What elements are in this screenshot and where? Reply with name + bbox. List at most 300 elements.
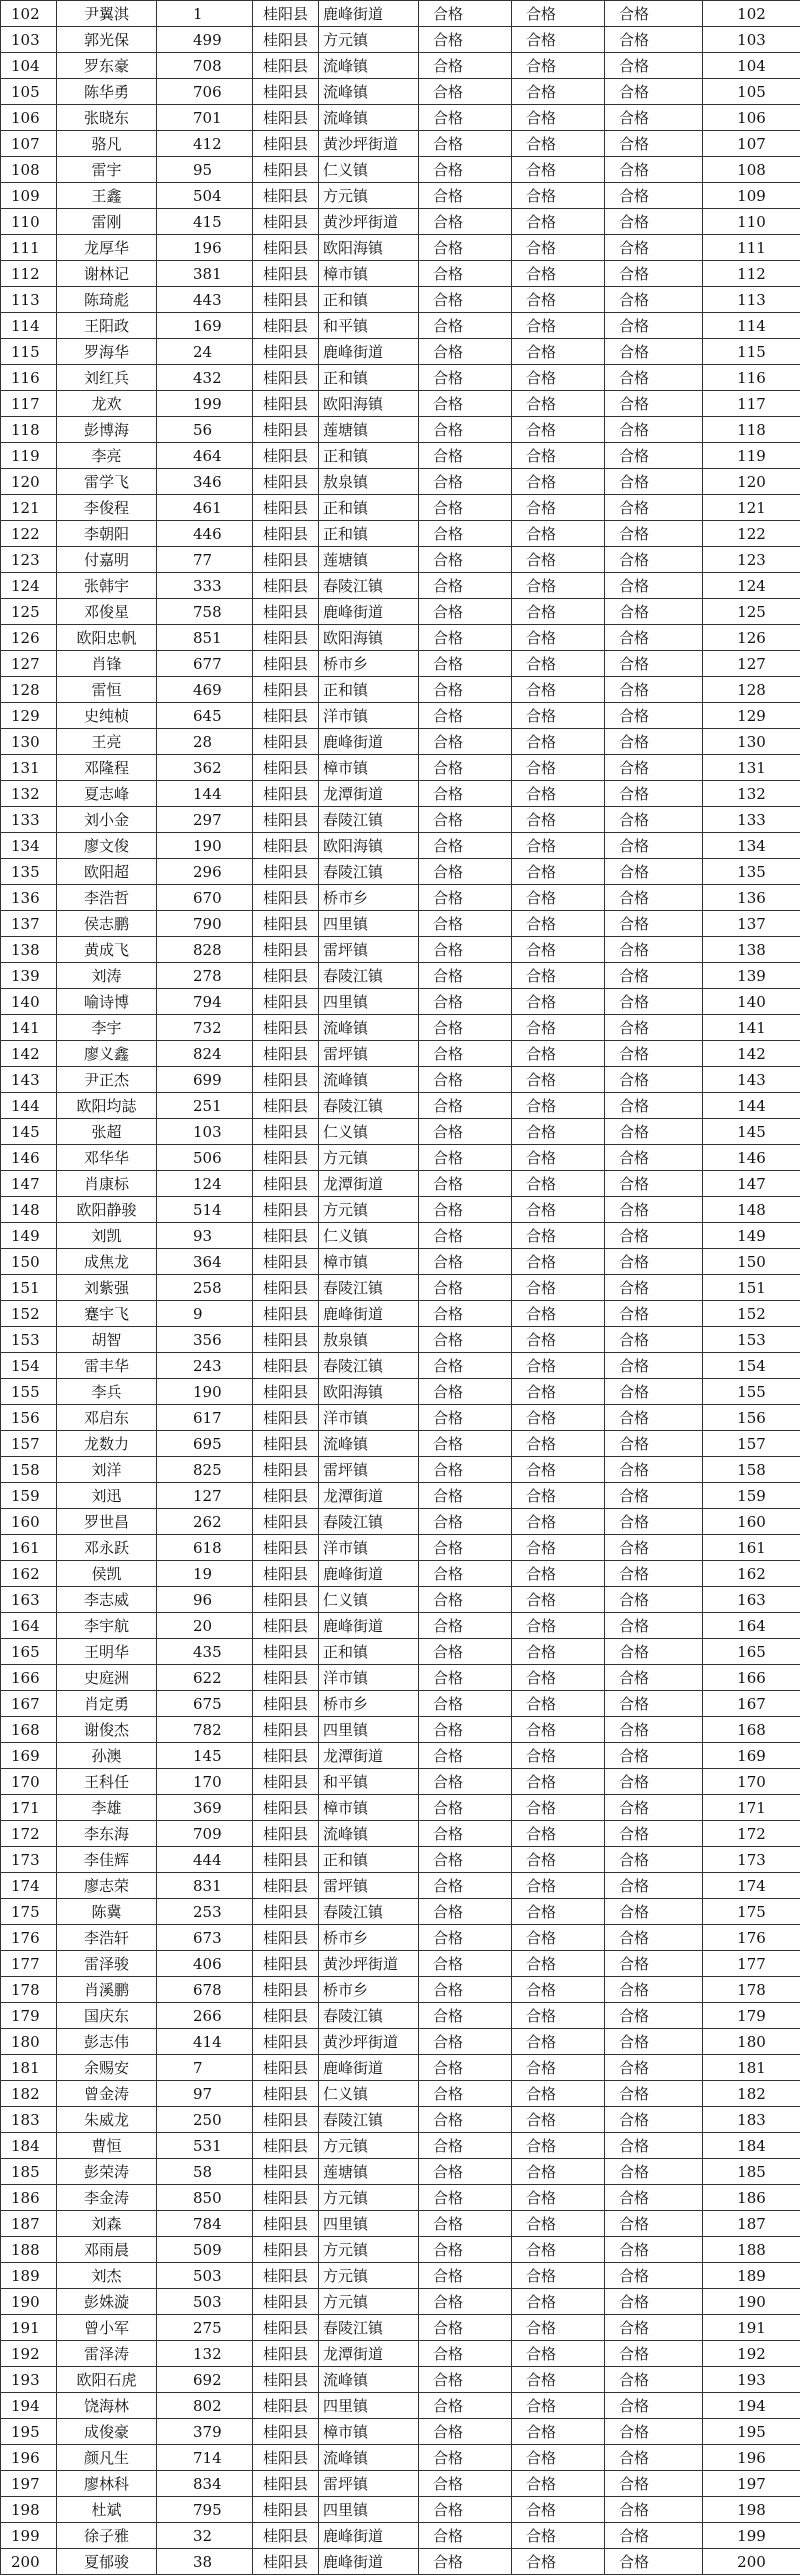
ticket-number-cell: 678 xyxy=(157,1977,253,2003)
result-1-cell: 合格 xyxy=(419,391,512,417)
name-cell: 国庆东 xyxy=(57,2003,157,2029)
town-cell: 春陵江镇 xyxy=(319,1275,419,1301)
serial-number-cell: 163 xyxy=(1,1587,57,1613)
name-cell: 骆凡 xyxy=(57,131,157,157)
county-cell: 桂阳县 xyxy=(253,183,319,209)
serial-number-cell: 120 xyxy=(1,469,57,495)
serial-number-repeat-cell: 135 xyxy=(703,859,800,885)
serial-number-cell: 115 xyxy=(1,339,57,365)
serial-number-cell: 103 xyxy=(1,27,57,53)
serial-number-repeat-cell: 139 xyxy=(703,963,800,989)
result-3-cell: 合格 xyxy=(605,1405,703,1431)
county-cell: 桂阳县 xyxy=(253,391,319,417)
result-3-cell: 合格 xyxy=(605,885,703,911)
county-cell: 桂阳县 xyxy=(253,1977,319,2003)
result-1-cell: 合格 xyxy=(419,1873,512,1899)
serial-number-cell: 138 xyxy=(1,937,57,963)
ticket-number-cell: 531 xyxy=(157,2133,253,2159)
serial-number-cell: 113 xyxy=(1,287,57,313)
town-cell: 龙潭街道 xyxy=(319,2341,419,2367)
result-2-cell: 合格 xyxy=(512,1925,605,1951)
county-cell: 桂阳县 xyxy=(253,1691,319,1717)
table-row xyxy=(1,2367,800,2393)
town-cell: 流峰镇 xyxy=(319,105,419,131)
ticket-number-cell: 196 xyxy=(157,235,253,261)
serial-number-repeat-cell: 170 xyxy=(703,1769,800,1795)
table-row xyxy=(1,183,800,209)
serial-number-cell: 125 xyxy=(1,599,57,625)
result-2-cell: 合格 xyxy=(512,703,605,729)
town-cell: 樟市镇 xyxy=(319,261,419,287)
county-cell: 桂阳县 xyxy=(253,287,319,313)
result-2-cell: 合格 xyxy=(512,1197,605,1223)
result-2-cell: 合格 xyxy=(512,2159,605,2185)
town-cell: 流峰镇 xyxy=(319,79,419,105)
table-row xyxy=(1,937,800,963)
serial-number-cell: 109 xyxy=(1,183,57,209)
ticket-number-cell: 56 xyxy=(157,417,253,443)
ticket-number-cell: 824 xyxy=(157,1041,253,1067)
result-3-cell: 合格 xyxy=(605,2393,703,2419)
ticket-number-cell: 795 xyxy=(157,2497,253,2523)
serial-number-repeat-cell: 182 xyxy=(703,2081,800,2107)
table-row xyxy=(1,261,800,287)
ticket-number-cell: 77 xyxy=(157,547,253,573)
result-1-cell: 合格 xyxy=(419,209,512,235)
serial-number-cell: 156 xyxy=(1,1405,57,1431)
serial-number-cell: 161 xyxy=(1,1535,57,1561)
serial-number-cell: 190 xyxy=(1,2289,57,2315)
ticket-number-cell: 96 xyxy=(157,1587,253,1613)
town-cell: 黄沙坪街道 xyxy=(319,2029,419,2055)
serial-number-cell: 149 xyxy=(1,1223,57,1249)
result-2-cell: 合格 xyxy=(512,2055,605,2081)
serial-number-repeat-cell: 198 xyxy=(703,2497,800,2523)
serial-number-cell: 153 xyxy=(1,1327,57,1353)
table-row xyxy=(1,79,800,105)
result-3-cell: 合格 xyxy=(605,1509,703,1535)
serial-number-repeat-cell: 192 xyxy=(703,2341,800,2367)
town-cell: 黄沙坪街道 xyxy=(319,1951,419,1977)
serial-number-repeat-cell: 165 xyxy=(703,1639,800,1665)
table-body xyxy=(1,1,800,2575)
result-2-cell: 合格 xyxy=(512,313,605,339)
name-cell: 谢俊杰 xyxy=(57,1717,157,1743)
serial-number-repeat-cell: 173 xyxy=(703,1847,800,1873)
serial-number-repeat-cell: 138 xyxy=(703,937,800,963)
name-cell: 颜凡生 xyxy=(57,2445,157,2471)
county-cell: 桂阳县 xyxy=(253,1015,319,1041)
result-2-cell: 合格 xyxy=(512,1249,605,1275)
town-cell: 流峰镇 xyxy=(319,1015,419,1041)
result-1-cell: 合格 xyxy=(419,2081,512,2107)
town-cell: 莲塘镇 xyxy=(319,2159,419,2185)
name-cell: 胡智 xyxy=(57,1327,157,1353)
ticket-number-cell: 145 xyxy=(157,1743,253,1769)
name-cell: 肖定勇 xyxy=(57,1691,157,1717)
ticket-number-cell: 262 xyxy=(157,1509,253,1535)
result-3-cell: 合格 xyxy=(605,1353,703,1379)
county-cell: 桂阳县 xyxy=(253,703,319,729)
ticket-number-cell: 250 xyxy=(157,2107,253,2133)
result-2-cell: 合格 xyxy=(512,963,605,989)
table-row xyxy=(1,1067,800,1093)
result-1-cell: 合格 xyxy=(419,599,512,625)
county-cell: 桂阳县 xyxy=(253,53,319,79)
result-3-cell: 合格 xyxy=(605,729,703,755)
ticket-number-cell: 443 xyxy=(157,287,253,313)
name-cell: 刘凯 xyxy=(57,1223,157,1249)
serial-number-cell: 114 xyxy=(1,313,57,339)
result-3-cell: 合格 xyxy=(605,1717,703,1743)
town-cell: 方元镇 xyxy=(319,2133,419,2159)
county-cell: 桂阳县 xyxy=(253,2081,319,2107)
result-1-cell: 合格 xyxy=(419,1743,512,1769)
town-cell: 黄沙坪街道 xyxy=(319,131,419,157)
result-2-cell: 合格 xyxy=(512,2081,605,2107)
ticket-number-cell: 699 xyxy=(157,1067,253,1093)
result-1-cell: 合格 xyxy=(419,1249,512,1275)
county-cell: 桂阳县 xyxy=(253,1873,319,1899)
serial-number-repeat-cell: 110 xyxy=(703,209,800,235)
serial-number-repeat-cell: 184 xyxy=(703,2133,800,2159)
name-cell: 龙厚华 xyxy=(57,235,157,261)
serial-number-repeat-cell: 194 xyxy=(703,2393,800,2419)
table-row xyxy=(1,1613,800,1639)
ticket-number-cell: 708 xyxy=(157,53,253,79)
county-cell: 桂阳县 xyxy=(253,1457,319,1483)
result-1-cell: 合格 xyxy=(419,703,512,729)
result-2-cell: 合格 xyxy=(512,209,605,235)
serial-number-cell: 145 xyxy=(1,1119,57,1145)
serial-number-repeat-cell: 176 xyxy=(703,1925,800,1951)
ticket-number-cell: 435 xyxy=(157,1639,253,1665)
name-cell: 王亮 xyxy=(57,729,157,755)
name-cell: 徐子雅 xyxy=(57,2523,157,2549)
result-2-cell: 合格 xyxy=(512,1119,605,1145)
result-2-cell: 合格 xyxy=(512,2237,605,2263)
serial-number-repeat-cell: 151 xyxy=(703,1275,800,1301)
result-2-cell: 合格 xyxy=(512,2445,605,2471)
serial-number-cell: 151 xyxy=(1,1275,57,1301)
serial-number-repeat-cell: 123 xyxy=(703,547,800,573)
county-cell: 桂阳县 xyxy=(253,963,319,989)
serial-number-repeat-cell: 200 xyxy=(703,2549,800,2575)
county-cell: 桂阳县 xyxy=(253,1821,319,1847)
serial-number-repeat-cell: 149 xyxy=(703,1223,800,1249)
town-cell: 春陵江镇 xyxy=(319,1899,419,1925)
result-2-cell: 合格 xyxy=(512,2315,605,2341)
town-cell: 春陵江镇 xyxy=(319,2003,419,2029)
county-cell: 桂阳县 xyxy=(253,1197,319,1223)
name-cell: 喻诗博 xyxy=(57,989,157,1015)
ticket-number-cell: 97 xyxy=(157,2081,253,2107)
result-3-cell: 合格 xyxy=(605,1795,703,1821)
table-row xyxy=(1,963,800,989)
result-1-cell: 合格 xyxy=(419,235,512,261)
result-1-cell: 合格 xyxy=(419,2185,512,2211)
town-cell: 和平镇 xyxy=(319,1769,419,1795)
serial-number-cell: 142 xyxy=(1,1041,57,1067)
town-cell: 正和镇 xyxy=(319,1639,419,1665)
result-3-cell: 合格 xyxy=(605,1457,703,1483)
result-2-cell: 合格 xyxy=(512,1743,605,1769)
serial-number-repeat-cell: 147 xyxy=(703,1171,800,1197)
result-3-cell: 合格 xyxy=(605,521,703,547)
town-cell: 洋市镇 xyxy=(319,1665,419,1691)
result-1-cell: 合格 xyxy=(419,911,512,937)
result-3-cell: 合格 xyxy=(605,2419,703,2445)
result-2-cell: 合格 xyxy=(512,339,605,365)
ticket-number-cell: 1 xyxy=(157,1,253,27)
serial-number-repeat-cell: 108 xyxy=(703,157,800,183)
table-row xyxy=(1,2185,800,2211)
ticket-number-cell: 9 xyxy=(157,1301,253,1327)
ticket-number-cell: 432 xyxy=(157,365,253,391)
name-cell: 廖林科 xyxy=(57,2471,157,2497)
town-cell: 鹿峰街道 xyxy=(319,1301,419,1327)
ticket-number-cell: 645 xyxy=(157,703,253,729)
result-3-cell: 合格 xyxy=(605,2237,703,2263)
town-cell: 桥市乡 xyxy=(319,885,419,911)
serial-number-repeat-cell: 113 xyxy=(703,287,800,313)
town-cell: 樟市镇 xyxy=(319,755,419,781)
result-1-cell: 合格 xyxy=(419,1821,512,1847)
result-1-cell: 合格 xyxy=(419,2029,512,2055)
serial-number-cell: 128 xyxy=(1,677,57,703)
county-cell: 桂阳县 xyxy=(253,2237,319,2263)
county-cell: 桂阳县 xyxy=(253,469,319,495)
name-cell: 孙澳 xyxy=(57,1743,157,1769)
serial-number-cell: 188 xyxy=(1,2237,57,2263)
result-1-cell: 合格 xyxy=(419,495,512,521)
result-2-cell: 合格 xyxy=(512,2523,605,2549)
result-1-cell: 合格 xyxy=(419,1951,512,1977)
town-cell: 仁义镇 xyxy=(319,1587,419,1613)
town-cell: 樟市镇 xyxy=(319,1795,419,1821)
result-2-cell: 合格 xyxy=(512,2549,605,2575)
table-row xyxy=(1,1405,800,1431)
town-cell: 正和镇 xyxy=(319,365,419,391)
serial-number-cell: 162 xyxy=(1,1561,57,1587)
result-3-cell: 合格 xyxy=(605,2341,703,2367)
county-cell: 桂阳县 xyxy=(253,313,319,339)
result-3-cell: 合格 xyxy=(605,313,703,339)
result-3-cell: 合格 xyxy=(605,2211,703,2237)
serial-number-repeat-cell: 161 xyxy=(703,1535,800,1561)
table-row xyxy=(1,755,800,781)
table-row xyxy=(1,859,800,885)
county-cell: 桂阳县 xyxy=(253,573,319,599)
result-1-cell: 合格 xyxy=(419,2341,512,2367)
result-3-cell: 合格 xyxy=(605,209,703,235)
result-3-cell: 合格 xyxy=(605,1899,703,1925)
serial-number-repeat-cell: 115 xyxy=(703,339,800,365)
serial-number-repeat-cell: 133 xyxy=(703,807,800,833)
name-cell: 罗东豪 xyxy=(57,53,157,79)
table-row xyxy=(1,1,800,27)
result-2-cell: 合格 xyxy=(512,1275,605,1301)
table-row xyxy=(1,2159,800,2185)
county-cell: 桂阳县 xyxy=(253,1925,319,1951)
serial-number-cell: 112 xyxy=(1,261,57,287)
county-cell: 桂阳县 xyxy=(253,1743,319,1769)
name-cell: 雷泽骏 xyxy=(57,1951,157,1977)
county-cell: 桂阳县 xyxy=(253,131,319,157)
serial-number-cell: 130 xyxy=(1,729,57,755)
county-cell: 桂阳县 xyxy=(253,937,319,963)
table-row xyxy=(1,1015,800,1041)
name-cell: 侯凯 xyxy=(57,1561,157,1587)
result-2-cell: 合格 xyxy=(512,547,605,573)
serial-number-cell: 102 xyxy=(1,1,57,27)
county-cell: 桂阳县 xyxy=(253,1561,319,1587)
result-3-cell: 合格 xyxy=(605,2081,703,2107)
serial-number-cell: 169 xyxy=(1,1743,57,1769)
serial-number-repeat-cell: 120 xyxy=(703,469,800,495)
result-2-cell: 合格 xyxy=(512,2107,605,2133)
county-cell: 桂阳县 xyxy=(253,1275,319,1301)
name-cell: 刘迅 xyxy=(57,1483,157,1509)
county-cell: 桂阳县 xyxy=(253,911,319,937)
serial-number-cell: 143 xyxy=(1,1067,57,1093)
result-1-cell: 合格 xyxy=(419,183,512,209)
name-cell: 欧阳均誌 xyxy=(57,1093,157,1119)
name-cell: 陈华勇 xyxy=(57,79,157,105)
serial-number-repeat-cell: 118 xyxy=(703,417,800,443)
result-3-cell: 合格 xyxy=(605,183,703,209)
result-3-cell: 合格 xyxy=(605,1535,703,1561)
serial-number-cell: 144 xyxy=(1,1093,57,1119)
town-cell: 桥市乡 xyxy=(319,1977,419,2003)
table-row xyxy=(1,1093,800,1119)
result-3-cell: 合格 xyxy=(605,1743,703,1769)
name-cell: 刘森 xyxy=(57,2211,157,2237)
serial-number-cell: 150 xyxy=(1,1249,57,1275)
county-cell: 桂阳县 xyxy=(253,1847,319,1873)
county-cell: 桂阳县 xyxy=(253,157,319,183)
county-cell: 桂阳县 xyxy=(253,2497,319,2523)
result-1-cell: 合格 xyxy=(419,2419,512,2445)
name-cell: 陈琦彪 xyxy=(57,287,157,313)
ticket-number-cell: 732 xyxy=(157,1015,253,1041)
ticket-number-cell: 278 xyxy=(157,963,253,989)
name-cell: 蹇宇飞 xyxy=(57,1301,157,1327)
serial-number-cell: 131 xyxy=(1,755,57,781)
serial-number-repeat-cell: 177 xyxy=(703,1951,800,1977)
result-2-cell: 合格 xyxy=(512,27,605,53)
name-cell: 龙欢 xyxy=(57,391,157,417)
ticket-number-cell: 503 xyxy=(157,2289,253,2315)
ticket-number-cell: 802 xyxy=(157,2393,253,2419)
serial-number-repeat-cell: 152 xyxy=(703,1301,800,1327)
ticket-number-cell: 275 xyxy=(157,2315,253,2341)
county-cell: 桂阳县 xyxy=(253,1665,319,1691)
county-cell: 桂阳县 xyxy=(253,1795,319,1821)
serial-number-cell: 164 xyxy=(1,1613,57,1639)
result-1-cell: 合格 xyxy=(419,1509,512,1535)
name-cell: 夏志峰 xyxy=(57,781,157,807)
result-3-cell: 合格 xyxy=(605,989,703,1015)
name-cell: 邓隆程 xyxy=(57,755,157,781)
table-row xyxy=(1,547,800,573)
result-2-cell: 合格 xyxy=(512,1613,605,1639)
serial-number-cell: 176 xyxy=(1,1925,57,1951)
result-2-cell: 合格 xyxy=(512,2029,605,2055)
town-cell: 仁义镇 xyxy=(319,157,419,183)
serial-number-cell: 136 xyxy=(1,885,57,911)
result-1-cell: 合格 xyxy=(419,1587,512,1613)
name-cell: 廖义鑫 xyxy=(57,1041,157,1067)
result-3-cell: 合格 xyxy=(605,53,703,79)
name-cell: 余赐安 xyxy=(57,2055,157,2081)
result-1-cell: 合格 xyxy=(419,1847,512,1873)
serial-number-cell: 139 xyxy=(1,963,57,989)
result-1-cell: 合格 xyxy=(419,1977,512,2003)
result-3-cell: 合格 xyxy=(605,79,703,105)
town-cell: 欧阳海镇 xyxy=(319,235,419,261)
ticket-number-cell: 784 xyxy=(157,2211,253,2237)
county-cell: 桂阳县 xyxy=(253,2549,319,2575)
serial-number-repeat-cell: 126 xyxy=(703,625,800,651)
table-row xyxy=(1,1691,800,1717)
result-1-cell: 合格 xyxy=(419,1145,512,1171)
table-row xyxy=(1,807,800,833)
county-cell: 桂阳县 xyxy=(253,1717,319,1743)
serial-number-repeat-cell: 134 xyxy=(703,833,800,859)
county-cell: 桂阳县 xyxy=(253,235,319,261)
table-row xyxy=(1,2471,800,2497)
result-2-cell: 合格 xyxy=(512,1769,605,1795)
ticket-number-cell: 851 xyxy=(157,625,253,651)
result-1-cell: 合格 xyxy=(419,1925,512,1951)
result-2-cell: 合格 xyxy=(512,443,605,469)
town-cell: 桥市乡 xyxy=(319,651,419,677)
serial-number-repeat-cell: 137 xyxy=(703,911,800,937)
result-2-cell: 合格 xyxy=(512,885,605,911)
town-cell: 鹿峰街道 xyxy=(319,729,419,755)
ticket-number-cell: 701 xyxy=(157,105,253,131)
serial-number-repeat-cell: 191 xyxy=(703,2315,800,2341)
result-2-cell: 合格 xyxy=(512,2393,605,2419)
name-cell: 邓永跃 xyxy=(57,1535,157,1561)
serial-number-repeat-cell: 116 xyxy=(703,365,800,391)
serial-number-cell: 170 xyxy=(1,1769,57,1795)
serial-number-cell: 124 xyxy=(1,573,57,599)
name-cell: 罗海华 xyxy=(57,339,157,365)
town-cell: 雷坪镇 xyxy=(319,937,419,963)
result-3-cell: 合格 xyxy=(605,1613,703,1639)
result-3-cell: 合格 xyxy=(605,2549,703,2575)
serial-number-repeat-cell: 172 xyxy=(703,1821,800,1847)
ticket-number-cell: 706 xyxy=(157,79,253,105)
name-cell: 王阳政 xyxy=(57,313,157,339)
result-1-cell: 合格 xyxy=(419,2055,512,2081)
town-cell: 洋市镇 xyxy=(319,1535,419,1561)
town-cell: 方元镇 xyxy=(319,2263,419,2289)
serial-number-repeat-cell: 174 xyxy=(703,1873,800,1899)
serial-number-repeat-cell: 146 xyxy=(703,1145,800,1171)
table-row xyxy=(1,2133,800,2159)
result-1-cell: 合格 xyxy=(419,53,512,79)
town-cell: 春陵江镇 xyxy=(319,573,419,599)
result-1-cell: 合格 xyxy=(419,573,512,599)
ticket-number-cell: 831 xyxy=(157,1873,253,1899)
serial-number-cell: 179 xyxy=(1,2003,57,2029)
ticket-number-cell: 677 xyxy=(157,651,253,677)
table-row xyxy=(1,1197,800,1223)
town-cell: 春陵江镇 xyxy=(319,1093,419,1119)
